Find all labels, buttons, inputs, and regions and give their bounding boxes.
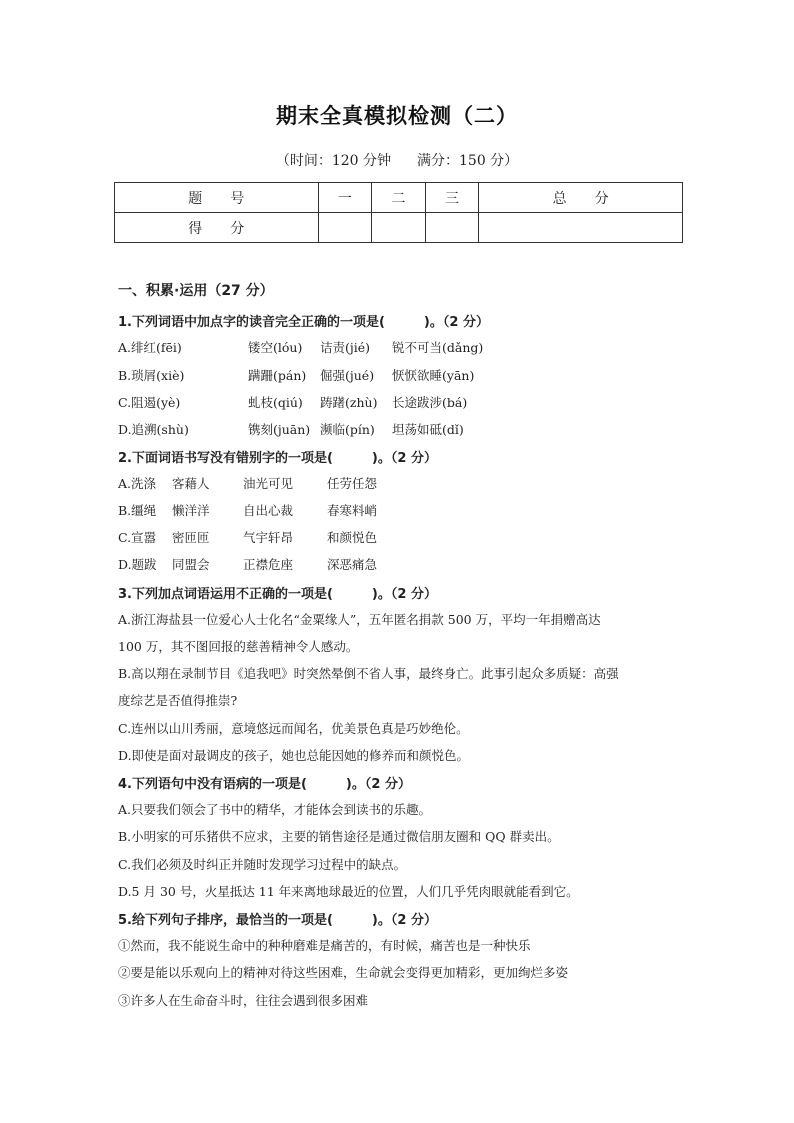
- option-text: D.即使是面对最调皮的孩子，她也总能因她的修养而和颜悦色。: [118, 748, 470, 763]
- option-row: [118, 420, 464, 438]
- score-table-cell: 一: [318, 183, 372, 213]
- option-row: [118, 528, 377, 546]
- option-text: ③许多人在生命奋斗时，往往会遇到很多困难: [118, 993, 369, 1008]
- option-row: [118, 393, 467, 411]
- option-item: 诘责(jié): [320, 340, 371, 355]
- option-item: 长途跋涉(bá): [392, 395, 468, 410]
- option-text: A.浙江海盐县一位爱心人士化名“金粟缘人”，五年匿名捐款 500 万，平均一年捐赠高达: [118, 612, 601, 627]
- score-table: [114, 182, 683, 243]
- question-stem: 1.下列词语中加点字的读音完全正确的一项是( )。（2 分）: [118, 315, 489, 330]
- option-text: B.高以翔在录制节目《追我吧》时突然晕倒不省人事，最终身亡。此事引起众多质疑：高强: [118, 666, 619, 681]
- option-item: B.琐屑(xiè): [118, 368, 185, 383]
- option-text: C.我们必须及时纠正并随时发现学习过程中的缺点。: [118, 857, 407, 872]
- time-info: （时间：120 分钟: [275, 153, 391, 169]
- option-text: 100 万，其不图回报的慈善精神令人感动。: [118, 639, 359, 654]
- option-item: B.缰绳: [118, 503, 157, 518]
- option-item: 虬枝(qiú): [248, 395, 303, 410]
- option-item: 密匝匝: [172, 530, 210, 545]
- score-input-cell[interactable]: [318, 213, 372, 243]
- score-table-score-row: [115, 213, 683, 243]
- option-item: 正襟危座: [243, 557, 294, 572]
- option-item: 气宇轩昂: [243, 530, 294, 545]
- question-stem: 3.下列加点词语运用不正确的一项是( )。（2 分）: [118, 587, 437, 602]
- option-item: A.洗涤: [118, 476, 157, 491]
- option-text: ②要是能以乐观向上的精神对待这些困难，生命就会变得更加精彩，更加绚烂多姿: [118, 965, 569, 980]
- option-item: A.绯红(fēi): [118, 340, 182, 355]
- option-item: 春寒料峭: [327, 503, 378, 518]
- score-input-cell[interactable]: [479, 213, 683, 243]
- option-item: D.题跋: [118, 557, 157, 572]
- option-item: 镂空(lóu): [248, 340, 303, 355]
- option-text: 度综艺是否值得推崇?: [118, 693, 238, 708]
- option-item: C.阻遏(yè): [118, 395, 181, 410]
- score-table-cell: 三: [425, 183, 479, 213]
- option-item: D.追溯(shù): [118, 422, 189, 437]
- option-row: [118, 474, 377, 492]
- option-item: 坦荡如砥(dǐ): [392, 422, 464, 437]
- option-item: 懒洋洋: [172, 503, 210, 518]
- score-input-cell[interactable]: [372, 213, 426, 243]
- option-item: 深恶痛急: [327, 557, 378, 572]
- option-item: 倔强(jué): [320, 368, 375, 383]
- score-table-cell: 得 分: [115, 213, 319, 243]
- option-item: 濒临(pín): [320, 422, 375, 437]
- score-table-cell: 总 分: [479, 183, 683, 213]
- option-text: B.小明家的可乐猪供不应求，主要的销售途径是通过微信朋友圈和 QQ 群卖出。: [118, 829, 560, 844]
- score-input-cell[interactable]: [425, 213, 479, 243]
- page-title: 期末全真模拟检测（二）: [276, 104, 518, 128]
- option-text: C.连州以山川秀丽，意境悠远而闻名，优美景色真是巧妙绝伦。: [118, 721, 469, 736]
- option-row: [118, 366, 474, 384]
- option-item: 自出心裁: [243, 503, 294, 518]
- option-item: 踌躇(zhù): [320, 395, 378, 410]
- option-row: [118, 338, 483, 356]
- option-item: 恹恹欲睡(yān): [392, 368, 475, 383]
- option-item: 油光可见: [243, 476, 294, 491]
- option-item: 客藉人: [172, 476, 210, 491]
- score-table-cell: 题 号: [115, 183, 319, 213]
- option-item: 和颜悦色: [327, 530, 378, 545]
- score-table-header-row: [115, 183, 683, 213]
- option-text: A.只要我们领会了书中的精华，才能体会到读书的乐趣。: [118, 802, 432, 817]
- option-row: [118, 501, 377, 519]
- question-stem: 5.给下列句子排序，最恰当的一项是( )。（2 分）: [118, 913, 437, 928]
- score-table-cell: 二: [372, 183, 426, 213]
- question-stem: 4.下列语句中没有语病的一项是( )。（2 分）: [118, 777, 411, 792]
- option-item: 蹒跚(pán): [248, 368, 307, 383]
- option-row: [118, 555, 377, 573]
- option-item: 任劳任怨: [327, 476, 378, 491]
- exam-info: [0, 150, 794, 170]
- option-text: ①然而，我不能说生命中的种种磨难是痛苦的，有时候，痛苦也是一种快乐: [118, 938, 531, 953]
- option-item: 镌刻(juān): [248, 422, 311, 437]
- option-text: D.5 月 30 号，火星抵达 11 年来离地球最近的位置，人们几乎凭肉眼就能看到它。: [118, 884, 579, 899]
- score-info: 满分：150 分）: [417, 153, 519, 169]
- section-heading: 一、积累·运用（27 分）: [118, 283, 274, 299]
- option-item: C.宣嚣: [118, 530, 157, 545]
- option-item: 锐不可当(dǎng): [392, 340, 484, 355]
- option-item: 同盟会: [172, 557, 210, 572]
- question-stem: 2.下面词语书写没有错别字的一项是( )。（2 分）: [118, 451, 437, 466]
